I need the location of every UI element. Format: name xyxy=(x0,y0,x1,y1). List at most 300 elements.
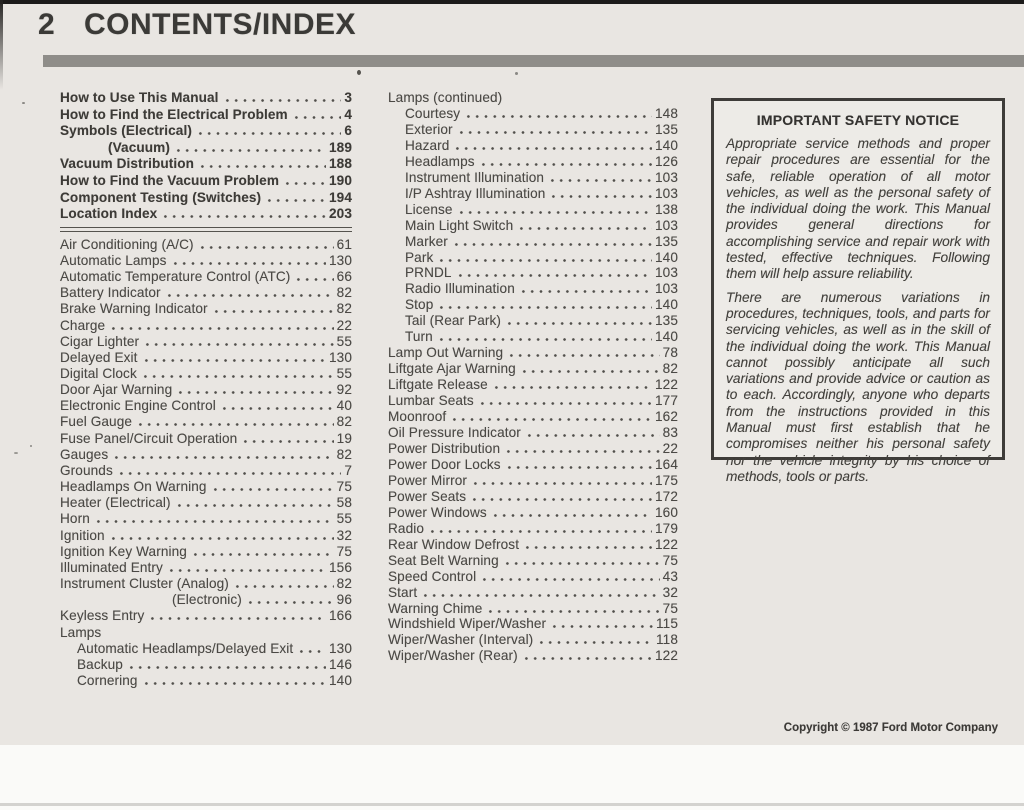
toc-entry-label: Cigar Lighter xyxy=(60,333,140,349)
toc-entry-page: 75 xyxy=(336,479,352,495)
toc-entry-label: Power Windows xyxy=(388,504,487,520)
dot-leader xyxy=(220,399,334,410)
toc-left-column xyxy=(60,90,352,689)
dot-leader xyxy=(283,174,326,185)
dot-leader xyxy=(491,506,652,517)
toc-entry-page: 140 xyxy=(655,137,678,153)
toc-entry xyxy=(388,377,678,393)
toc-entry xyxy=(388,569,678,585)
toc-entry-page: 4 xyxy=(344,106,352,122)
toc-entry-page: 175 xyxy=(655,472,678,488)
toc-entry-label: Location Index xyxy=(60,206,158,222)
toc-entry xyxy=(60,544,352,560)
toc-entry xyxy=(60,625,352,641)
dot-leader xyxy=(437,330,652,341)
toc-entry-label: Park xyxy=(405,249,434,265)
toc-entry-page: 103 xyxy=(655,169,678,185)
toc-entry-page: 55 xyxy=(336,511,352,527)
toc-entry-label: Radio xyxy=(388,520,425,536)
toc-entry-page: 179 xyxy=(655,520,678,536)
toc-entry-label: Headlamps xyxy=(405,153,475,169)
dot-leader xyxy=(523,538,652,549)
dot-leader xyxy=(142,351,327,362)
dot-leader xyxy=(127,658,326,669)
dot-leader xyxy=(136,415,334,426)
toc-entry xyxy=(388,281,678,297)
toc-entry-label: Power Seats xyxy=(388,488,467,504)
toc-entry-label: (Electronic) xyxy=(172,592,242,608)
toc-entry-page: 55 xyxy=(336,333,352,349)
toc-entry-label: Automatic Lamps xyxy=(60,252,167,268)
toc-entry-page: 140 xyxy=(655,249,678,265)
toc-entry xyxy=(388,297,678,313)
toc-entry-page: 103 xyxy=(655,217,678,233)
toc-entry-label: Lumbar Seats xyxy=(388,393,474,409)
toc-entry xyxy=(388,441,678,457)
toc-entry-label: Lamps (continued) xyxy=(388,90,503,105)
toc-entry-label: PRNDL xyxy=(405,265,452,281)
toc-entry-page: 22 xyxy=(336,317,352,333)
scan-bottom-edge xyxy=(0,803,1024,806)
toc-entry-label: Keyless Entry xyxy=(60,608,145,624)
toc-entry-label: Stop xyxy=(405,297,434,313)
toc-entry-page: 3 xyxy=(344,90,352,105)
toc-entry-page: 130 xyxy=(329,252,352,268)
toc-entry-label: Liftgate Release xyxy=(388,377,488,393)
toc-entry-label: Warning Chime xyxy=(388,600,483,616)
toc-entry xyxy=(60,447,352,463)
toc-entry xyxy=(60,123,352,140)
toc-entry-label: Seat Belt Warning xyxy=(388,552,499,568)
toc-entry xyxy=(60,608,352,624)
dot-leader xyxy=(505,458,652,469)
toc-entry-label: Turn xyxy=(405,329,433,345)
toc-entry xyxy=(388,313,678,329)
toc-entry-label: Charge xyxy=(60,317,106,333)
toc-entry-label: Oil Pressure Indicator xyxy=(388,425,521,441)
toc-entry-label: Exterior xyxy=(405,121,453,137)
dot-leader xyxy=(212,302,334,313)
dot-leader xyxy=(525,426,660,437)
toc-entry-page: 122 xyxy=(655,377,678,393)
toc-entry-page: 156 xyxy=(329,559,352,575)
dot-leader xyxy=(549,187,652,198)
toc-entry xyxy=(388,648,678,664)
dot-leader xyxy=(198,157,326,168)
dot-leader xyxy=(517,219,652,230)
toc-entry-label: Instrument Cluster (Analog) xyxy=(60,576,229,592)
toc-index-left xyxy=(60,237,352,689)
toc-entry-label: Wiper/Washer (Rear) xyxy=(388,648,518,664)
toc-entry xyxy=(60,206,352,223)
dot-leader xyxy=(505,314,652,325)
toc-entry-page: 160 xyxy=(655,504,678,520)
toc-entry-page: 82 xyxy=(336,414,352,430)
toc-entry-label: Liftgate Ajar Warning xyxy=(388,361,516,377)
toc-entry xyxy=(60,560,352,576)
toc-entry-label: Moonroof xyxy=(388,409,447,425)
toc-entry xyxy=(60,269,352,285)
toc-entry xyxy=(60,301,352,317)
toc-entry-label: Ignition Key Warning xyxy=(60,543,187,559)
header-divider-bar xyxy=(43,55,1024,67)
toc-entry xyxy=(60,431,352,447)
toc-entry-page: 32 xyxy=(662,584,678,600)
toc-entry xyxy=(60,398,352,414)
toc-entry-label: Speed Control xyxy=(388,568,477,584)
safety-notice-title: IMPORTANT SAFETY NOTICE xyxy=(756,112,960,128)
toc-entry-page: 146 xyxy=(329,656,352,672)
toc-entry-label: Component Testing (Switches) xyxy=(60,189,262,205)
toc-entry-label: Air Conditioning (A/C) xyxy=(60,236,194,252)
toc-entry xyxy=(388,505,678,521)
toc-entry-label: Digital Clock xyxy=(60,366,137,381)
dot-leader xyxy=(175,496,334,507)
toc-entry-label: How to Find the Electrical Problem xyxy=(60,106,288,122)
dot-leader xyxy=(519,282,652,293)
toc-entry xyxy=(60,414,352,430)
toc-entry xyxy=(388,425,678,441)
toc-entry-label: Headlamps On Warning xyxy=(60,479,207,495)
toc-entry-label: Hazard xyxy=(405,137,450,153)
toc-entry-page: 83 xyxy=(662,425,678,441)
toc-entry-page: 118 xyxy=(656,632,678,648)
toc-entry-label: (Vacuum) xyxy=(108,139,170,155)
toc-entry-page: 172 xyxy=(655,488,678,504)
dot-leader xyxy=(480,570,659,581)
dot-leader xyxy=(437,298,652,309)
toc-entry-page: 55 xyxy=(336,366,352,381)
dot-leader xyxy=(198,238,334,249)
toc-entry-page: 40 xyxy=(336,398,352,414)
toc-entry xyxy=(388,186,678,202)
dot-leader xyxy=(456,266,652,277)
dot-leader xyxy=(478,394,652,405)
dot-leader xyxy=(550,617,653,628)
dot-leader xyxy=(294,270,333,281)
scan-speck xyxy=(357,70,361,75)
toc-entry-label: Cornering xyxy=(77,672,138,688)
safety-notice-box xyxy=(711,98,1005,484)
toc-entry-label: Ignition xyxy=(60,527,105,543)
page-title: CONTENTS/INDEX xyxy=(84,8,357,41)
toc-entry xyxy=(60,673,352,689)
toc-entry xyxy=(60,190,352,207)
dot-leader xyxy=(537,633,653,644)
toc-entry-page: 103 xyxy=(655,281,678,297)
toc-entry-label: How to Use This Manual xyxy=(60,90,219,105)
dot-leader xyxy=(464,107,652,118)
toc-entry-label: Symbols (Electrical) xyxy=(60,123,192,139)
dot-leader xyxy=(117,464,341,475)
toc-entry xyxy=(60,237,352,253)
toc-entry-label: Grounds xyxy=(60,462,113,478)
toc-entry-page: 82 xyxy=(336,301,352,317)
toc-entry-page: 103 xyxy=(655,185,678,201)
toc-entry xyxy=(388,202,678,218)
toc-entry-page: 78 xyxy=(662,345,678,361)
toc-entry-page: 190 xyxy=(329,172,352,188)
toc-entry-label: Instrument Illumination xyxy=(405,169,545,185)
toc-entry xyxy=(388,409,678,425)
toc-entry-page: 82 xyxy=(336,576,352,592)
dot-leader xyxy=(522,649,652,660)
toc-entry-page: 75 xyxy=(336,543,352,559)
toc-entry xyxy=(60,253,352,269)
toc-entry-label: Illuminated Entry xyxy=(60,559,163,575)
toc-index-middle xyxy=(388,90,678,664)
toc-entry-label: Fuel Gauge xyxy=(60,414,133,430)
dot-leader xyxy=(452,235,652,246)
toc-entry xyxy=(60,285,352,301)
toc-entry xyxy=(388,361,678,377)
scan-speck xyxy=(30,445,32,447)
toc-entry-page: 92 xyxy=(336,382,352,398)
toc-entry-page: 75 xyxy=(662,552,678,568)
toc-entry-page: 103 xyxy=(655,265,678,281)
toc-entry-page: 140 xyxy=(655,297,678,313)
dot-leader xyxy=(211,480,334,491)
toc-entry xyxy=(60,641,352,657)
toc-entry xyxy=(60,528,352,544)
toc-entry xyxy=(60,318,352,334)
toc-entry xyxy=(60,576,352,592)
toc-entry xyxy=(60,90,352,107)
toc-entry-label: Courtesy xyxy=(405,105,461,121)
toc-entry-label: Gauges xyxy=(60,446,109,462)
dot-leader xyxy=(196,124,341,135)
toc-entry-page: 32 xyxy=(336,527,352,543)
dot-leader xyxy=(504,442,660,453)
toc-entry-page: 189 xyxy=(329,139,352,155)
toc-entry-page: 66 xyxy=(336,269,352,285)
toc-entry-label: Tail (Rear Park) xyxy=(405,313,502,329)
toc-middle-column xyxy=(388,90,678,664)
toc-entry-label: Horn xyxy=(60,511,90,527)
toc-entry xyxy=(388,521,678,537)
toc-entry xyxy=(60,107,352,124)
section-divider xyxy=(60,227,352,232)
toc-entry xyxy=(60,382,352,398)
toc-entry-label: Power Mirror xyxy=(388,472,467,488)
toc-entry-label: Battery Indicator xyxy=(60,285,161,301)
toc-entry-page: 58 xyxy=(336,495,352,511)
dot-leader xyxy=(548,171,652,182)
scan-top-edge xyxy=(0,0,1024,4)
dot-leader xyxy=(453,139,652,150)
dot-leader xyxy=(457,123,652,134)
dot-leader xyxy=(457,203,652,214)
toc-entry xyxy=(60,156,352,173)
dot-leader xyxy=(142,674,326,685)
safety-notice-paragraph: Appropriate service methods and proper repair procedures are essential for the safe, reliable operation of all motor vehicles, as well as the personal safety of the individual doing the work. This Manual provides general directions for accomplishing service and repair work with tested, effective techniques. Following them will help assure reliability. xyxy=(726,136,990,282)
toc-entry xyxy=(388,265,678,281)
toc-entry-label: Backup xyxy=(77,656,123,672)
dot-leader xyxy=(292,108,342,119)
toc-entry-label: Delayed Exit xyxy=(60,349,138,365)
toc-entry xyxy=(388,218,678,234)
toc-entry-label: Radio Illumination xyxy=(405,281,515,297)
toc-entry xyxy=(388,553,678,569)
dot-leader xyxy=(112,448,333,459)
toc-entry-page: 138 xyxy=(655,201,678,217)
dot-leader xyxy=(246,593,334,604)
dot-leader xyxy=(471,474,652,485)
toc-entry-label: Door Ajar Warning xyxy=(60,382,173,398)
toc-entry-page: 19 xyxy=(336,430,352,446)
toc-entry xyxy=(60,334,352,350)
dot-leader xyxy=(165,286,334,297)
toc-entry xyxy=(60,350,352,366)
toc-entry-page: 166 xyxy=(329,608,352,624)
dot-leader xyxy=(241,432,333,443)
toc-entry-page: 194 xyxy=(329,189,352,205)
toc-entry xyxy=(388,457,678,473)
dot-leader xyxy=(421,586,659,597)
dot-leader xyxy=(507,346,659,357)
toc-entry-page: 43 xyxy=(662,568,678,584)
toc-entry xyxy=(60,140,352,157)
toc-entry-label: Vacuum Distribution xyxy=(60,156,195,172)
dot-leader xyxy=(479,155,652,166)
toc-entry-page: 203 xyxy=(329,206,352,222)
dot-leader xyxy=(233,577,334,588)
dot-leader xyxy=(437,251,652,262)
toc-entry xyxy=(388,154,678,170)
toc-entry-page: 7 xyxy=(344,462,352,478)
toc-entry xyxy=(388,122,678,138)
dot-leader xyxy=(503,554,660,565)
dot-leader xyxy=(486,602,659,613)
toc-entry-page: 122 xyxy=(655,648,678,664)
dot-leader xyxy=(520,362,660,373)
dot-leader xyxy=(109,319,333,330)
toc-entry-page: 164 xyxy=(655,456,678,472)
toc-entry xyxy=(388,90,678,106)
toc-entry-page: 177 xyxy=(655,393,678,409)
toc-entry-page: 82 xyxy=(662,361,678,377)
toc-entry-page: 135 xyxy=(655,233,678,249)
toc-entry-label: License xyxy=(405,201,453,217)
toc-entry-label: Brake Warning Indicator xyxy=(60,301,208,317)
toc-entry xyxy=(388,329,678,345)
toc-entry xyxy=(60,592,352,608)
toc-entry xyxy=(388,601,678,617)
toc-entry-page: 140 xyxy=(329,672,352,688)
scan-left-edge xyxy=(0,0,3,90)
toc-entry-page: 126 xyxy=(655,153,678,169)
toc-entry-label: Automatic Headlamps/Delayed Exit xyxy=(77,640,294,656)
toc-entry-label: Power Door Locks xyxy=(388,456,501,472)
toc-entry-label: Wiper/Washer (Interval) xyxy=(388,632,534,648)
safety-notice-paragraph: There are numerous variations in procedures, techniques, tools, and parts for servicing vehicles, as well as in the skill of the individual doing the work. This Manual cannot possibly anticipate all such variations and provide advice or caution as to each. Accordingly, anyone who departs from the instructions provided in this Manual must first establish that he compromises neither his personal safety nor the vehicle integrity by his choice of methods, tools or parts. xyxy=(726,289,990,484)
toc-entry xyxy=(388,345,678,361)
toc-entry-label: Windshield Wiper/Washer xyxy=(388,616,547,632)
toc-entry-label: Electronic Engine Control xyxy=(60,398,216,414)
toc-entry xyxy=(388,393,678,409)
dot-leader xyxy=(450,410,652,421)
toc-entry-page: 75 xyxy=(662,600,678,616)
dot-leader xyxy=(171,254,326,265)
toc-entry-label: Main Light Switch xyxy=(405,217,514,233)
scan-speck xyxy=(22,102,25,104)
toc-entry-page: 115 xyxy=(656,616,678,632)
toc-entry-page: 140 xyxy=(655,329,678,345)
page-number: 2 xyxy=(38,8,55,41)
dot-leader xyxy=(148,609,326,620)
toc-entry-label: Fuse Panel/Circuit Operation xyxy=(60,430,238,446)
dot-leader xyxy=(174,141,326,152)
toc-entry-page: 135 xyxy=(655,313,678,329)
toc-entry-page: 82 xyxy=(336,446,352,462)
toc-entry-page: 6 xyxy=(344,123,352,139)
dot-leader xyxy=(161,207,326,218)
toc-entry xyxy=(388,585,678,601)
toc-entry xyxy=(388,473,678,489)
dot-leader xyxy=(492,378,652,389)
toc-entry-label: Heater (Electrical) xyxy=(60,495,171,511)
toc-entry xyxy=(388,250,678,266)
toc-entry xyxy=(388,632,678,648)
toc-entry xyxy=(388,489,678,505)
toc-entry xyxy=(60,463,352,479)
dot-leader xyxy=(176,383,333,394)
toc-entry xyxy=(60,511,352,527)
dot-leader xyxy=(94,512,334,523)
copyright-line: Copyright © 1987 Ford Motor Company xyxy=(783,722,998,734)
dot-leader xyxy=(265,191,326,202)
toc-entry-page: 162 xyxy=(655,409,678,425)
toc-entry xyxy=(388,106,678,122)
toc-entry-label: Start xyxy=(388,584,418,600)
dot-leader xyxy=(470,490,652,501)
dot-leader xyxy=(428,522,652,533)
toc-entry-page: 96 xyxy=(336,592,352,608)
toc-entry-page: 82 xyxy=(336,285,352,301)
toc-entry-page: 130 xyxy=(329,640,352,656)
toc-entry xyxy=(60,366,352,382)
dot-leader xyxy=(141,367,334,378)
toc-entry-page: 61 xyxy=(336,236,352,252)
dot-leader xyxy=(143,335,334,346)
toc-entry-page: 130 xyxy=(329,349,352,365)
dot-leader xyxy=(297,642,326,653)
toc-entry-label: Marker xyxy=(405,233,448,249)
toc-entry xyxy=(60,657,352,673)
toc-entry xyxy=(60,173,352,190)
scan-speck xyxy=(14,452,18,454)
toc-entry xyxy=(388,616,678,632)
toc-entry-page: 148 xyxy=(655,105,678,121)
toc-entry xyxy=(60,479,352,495)
dot-leader xyxy=(167,561,326,572)
scan-speck xyxy=(515,72,518,75)
toc-entry-label: Power Distribution xyxy=(388,440,501,456)
toc-entry-label: Rear Window Defrost xyxy=(388,536,520,552)
toc-entry-label: I/P Ashtray Illumination xyxy=(405,185,546,201)
toc-entry xyxy=(388,234,678,250)
toc-entry xyxy=(388,138,678,154)
dot-leader xyxy=(191,545,334,556)
scan-bottom-margin xyxy=(0,745,1024,810)
toc-entry-label: How to Find the Vacuum Problem xyxy=(60,172,280,188)
toc-entry-page: 22 xyxy=(662,440,678,456)
toc-entry-page: 122 xyxy=(655,536,678,552)
toc-front-matter xyxy=(60,90,352,223)
toc-entry-page: 188 xyxy=(329,156,352,172)
dot-leader xyxy=(223,91,342,102)
safety-notice-body xyxy=(726,136,990,485)
